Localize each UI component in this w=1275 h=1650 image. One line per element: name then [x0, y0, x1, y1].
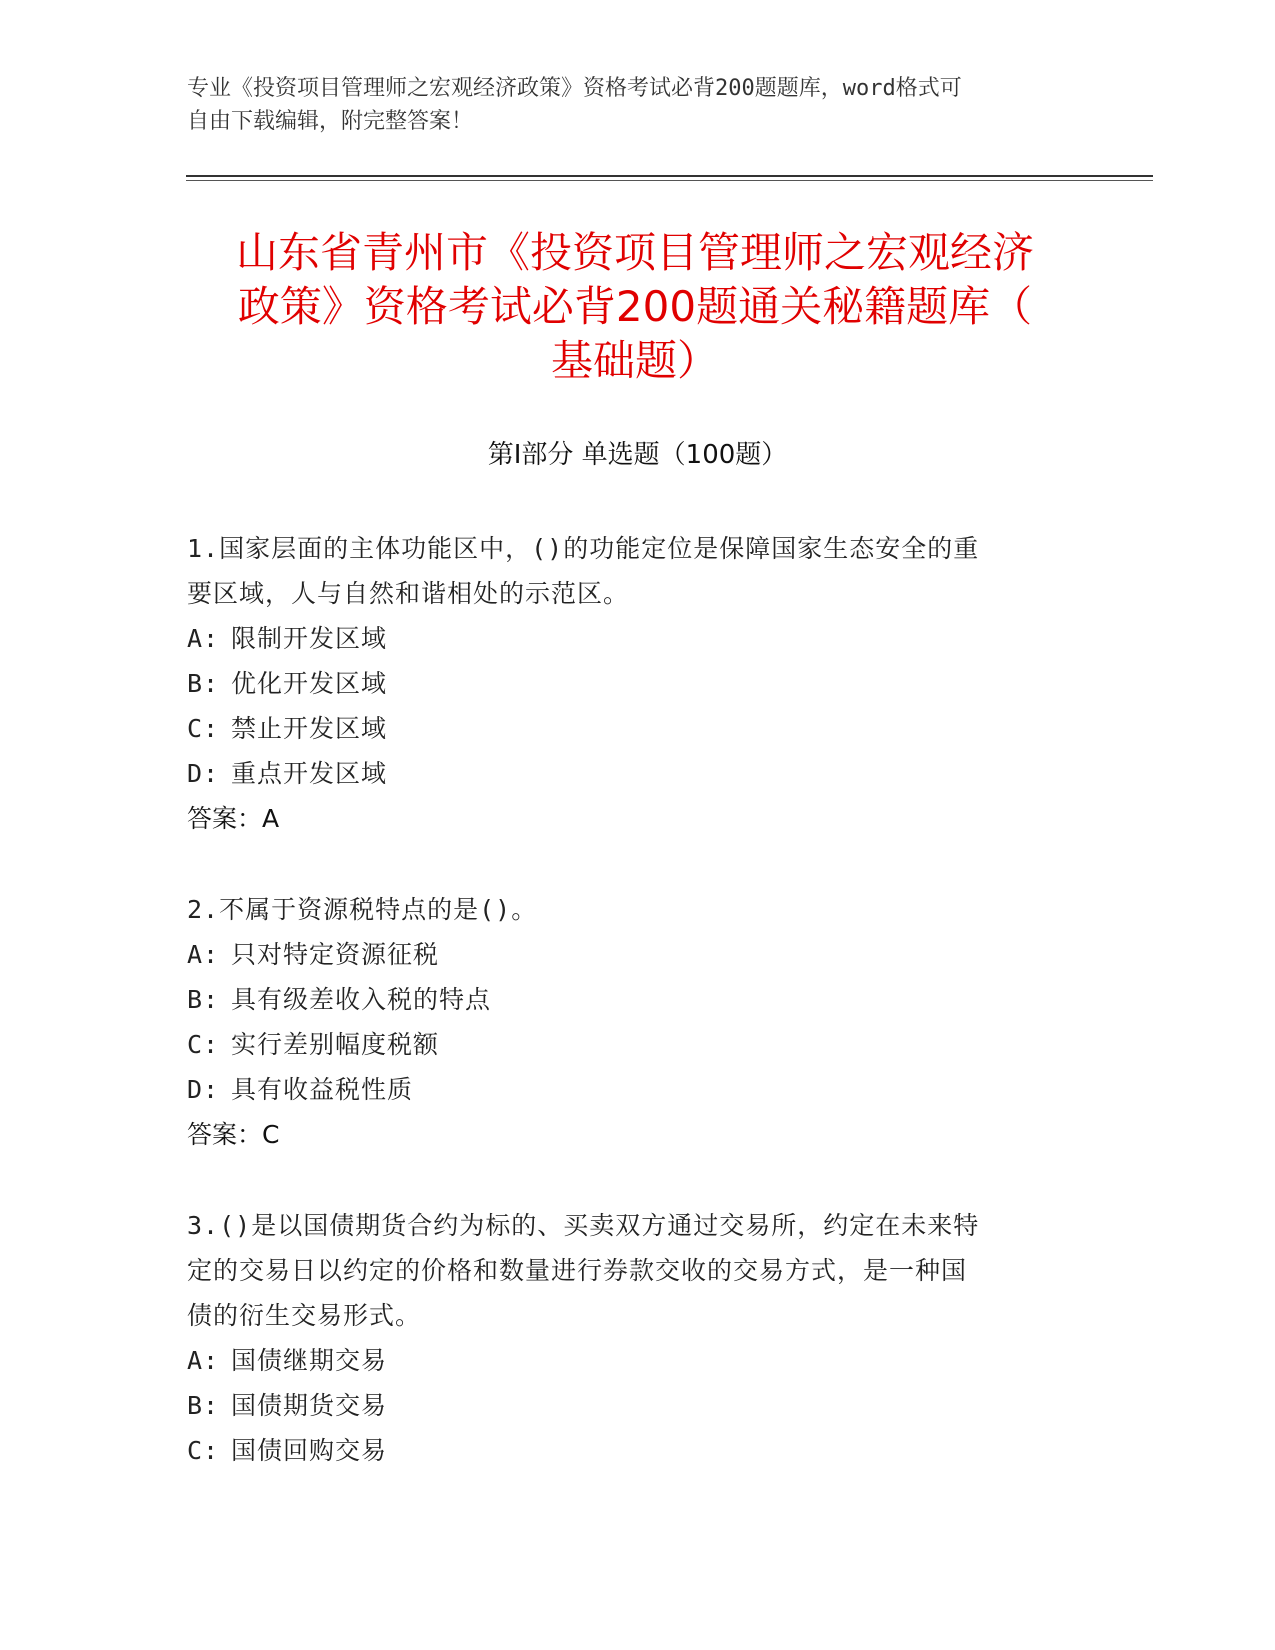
- question-2-answer: 答案：C: [187, 1120, 280, 1149]
- title-line-3: 基础题）: [550, 336, 719, 385]
- question-2-option-b: [187, 977, 1067, 1022]
- option-letter: B:: [187, 1391, 220, 1420]
- question-3: [187, 1203, 1067, 1473]
- option-letter: B:: [187, 985, 220, 1014]
- question-3-stem-line-1: 3.()是以国债期货合约为标的、买卖双方通过交易所，约定在未来特: [187, 1211, 980, 1240]
- option-letter: C:: [187, 714, 220, 743]
- section-heading: 第Ⅰ部分 单选题（100题）: [487, 440, 788, 470]
- option-text: 限制开发区域: [231, 624, 388, 653]
- option-text: 具有收益税性质: [231, 1075, 414, 1104]
- question-1-stem-line-1: 1.国家层面的主体功能区中，()的功能定位是保障国家生态安全的重: [187, 534, 980, 563]
- title-line-2: 政策》资格考试必背200题通关秘籍题库（: [237, 282, 1033, 331]
- question-1-option-a: [187, 616, 1067, 661]
- document-title: [180, 226, 1090, 388]
- question-2-option-a: [187, 932, 1067, 977]
- option-text: 优化开发区域: [231, 669, 388, 698]
- question-2-option-d: [187, 1067, 1067, 1112]
- question-3-option-c: [187, 1428, 1067, 1473]
- option-text: 重点开发区域: [231, 759, 388, 788]
- question-2-option-c: [187, 1022, 1067, 1067]
- question-1: [187, 526, 1067, 841]
- option-letter: D:: [187, 759, 220, 788]
- question-1-option-c: [187, 706, 1067, 751]
- option-text: 只对特定资源征税: [231, 940, 440, 969]
- option-letter: A:: [187, 1346, 220, 1375]
- question-1-stem-line-2: 要区域，人与自然和谐相处的示范区。: [187, 579, 630, 608]
- question-list: [187, 526, 1067, 1519]
- question-3-option-a: [187, 1338, 1067, 1383]
- option-text: 国债继期交易: [231, 1346, 388, 1375]
- option-text: 国债期货交易: [231, 1391, 388, 1420]
- header-note-line-2: 自由下载编辑，附完整答案！: [187, 109, 474, 134]
- header-divider-thick: [186, 175, 1153, 177]
- header-note-line-1: 专业《投资项目管理师之宏观经济政策》资格考试必背200题题库，word格式可: [187, 76, 962, 101]
- option-letter: D:: [187, 1075, 220, 1104]
- title-line-1: 山东省青州市《投资项目管理师之宏观经济: [235, 228, 1034, 277]
- option-letter: C:: [187, 1436, 220, 1465]
- option-letter: A:: [187, 624, 220, 653]
- option-letter: A:: [187, 940, 220, 969]
- header-divider-thin: [186, 180, 1153, 181]
- header-note: [187, 72, 1067, 138]
- question-1-answer: 答案：A: [187, 804, 280, 833]
- question-2-stem-line-1: 2.不属于资源税特点的是()。: [187, 895, 538, 924]
- question-3-option-b: [187, 1383, 1067, 1428]
- question-3-stem-line-3: 债的衍生交易形式。: [187, 1301, 422, 1330]
- option-text: 禁止开发区域: [231, 714, 388, 743]
- option-letter: C:: [187, 1030, 220, 1059]
- question-1-option-b: [187, 661, 1067, 706]
- option-text: 实行差别幅度税额: [231, 1030, 440, 1059]
- option-letter: B:: [187, 669, 220, 698]
- question-1-option-d: [187, 751, 1067, 796]
- option-text: 具有级差收入税的特点: [231, 985, 492, 1014]
- question-2: [187, 887, 1067, 1157]
- question-3-stem-line-2: 定的交易日以约定的价格和数量进行券款交收的交易方式，是一种国: [187, 1256, 968, 1285]
- option-text: 国债回购交易: [231, 1436, 388, 1465]
